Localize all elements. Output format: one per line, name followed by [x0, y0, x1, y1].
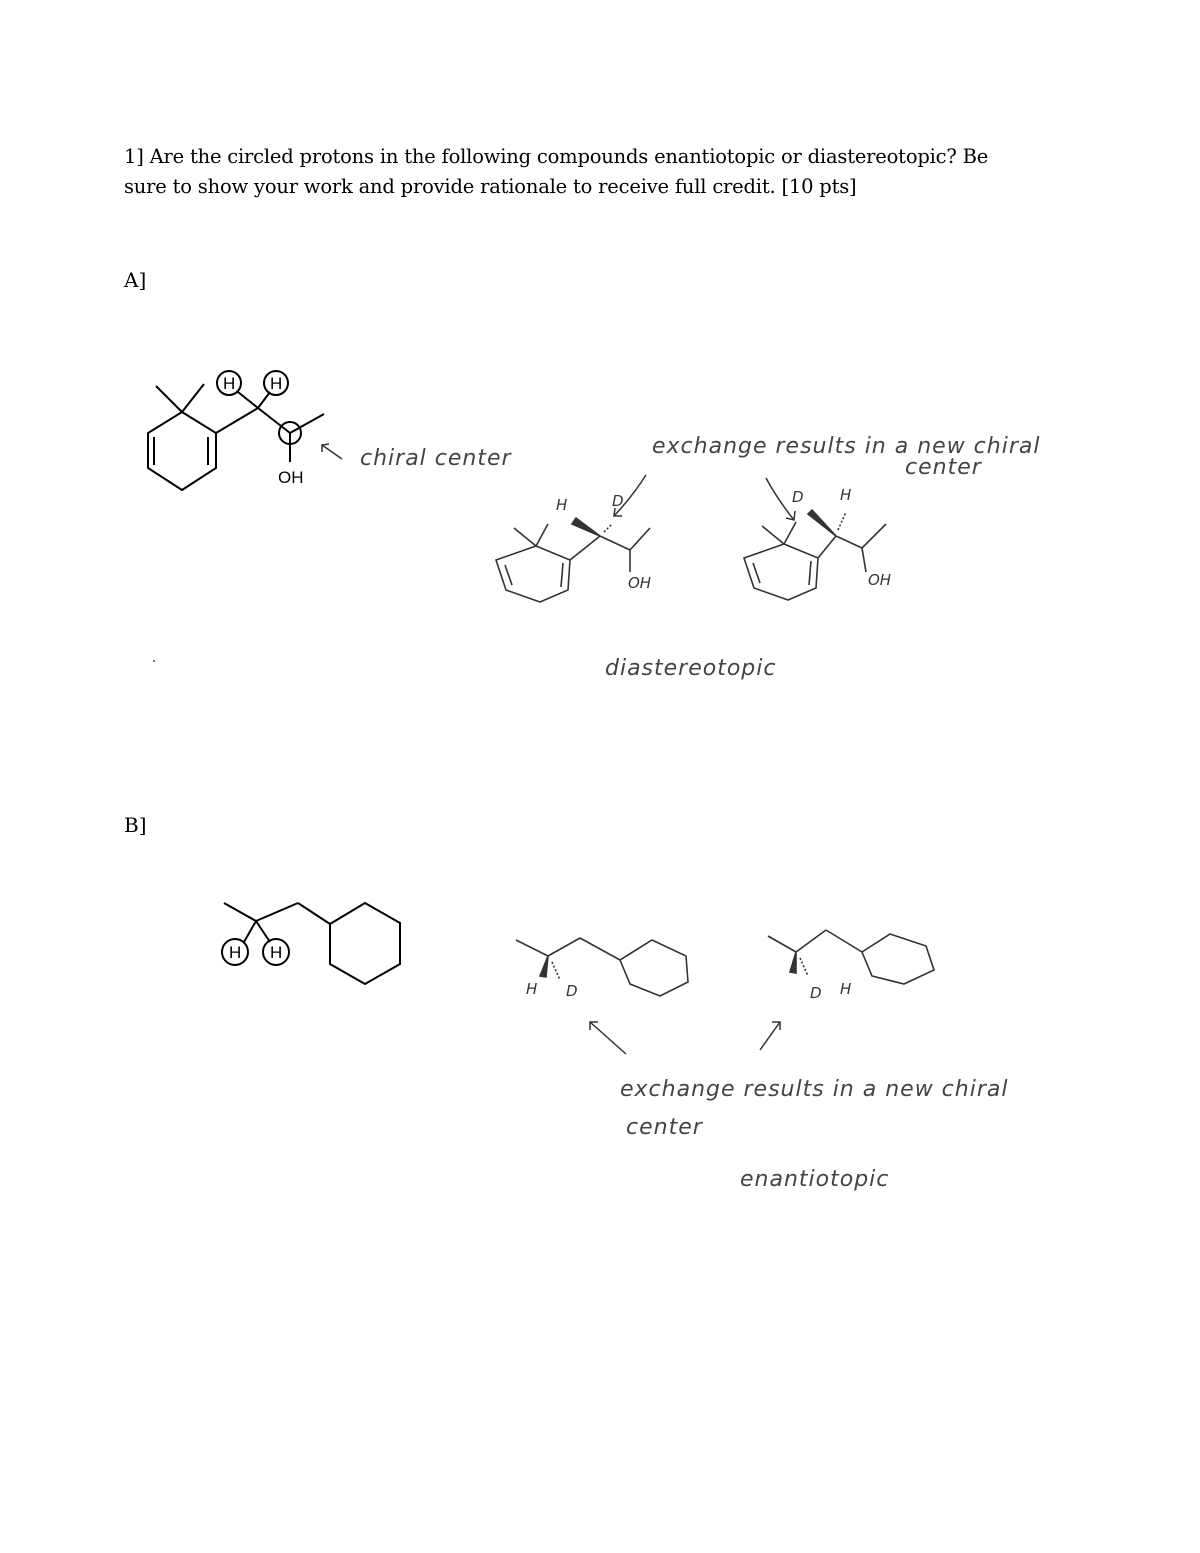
part-b-bond-2 [298, 903, 330, 924]
part-a-atom-oh: OH [278, 468, 304, 487]
part-a-answer: diastereotopic [605, 656, 777, 681]
part-a-note-chiral-center: chiral center [360, 446, 512, 471]
part-a-note-arrows [614, 475, 795, 520]
part-a-ring [148, 412, 216, 490]
part-b-note-exchange-line2: center [626, 1115, 703, 1140]
part-b-left-h: H [526, 980, 538, 998]
part-a-right-h: H [840, 486, 852, 504]
part-b-left-product [516, 938, 688, 996]
question-line-1: 1] Are the circled protons in the following compounds enantiotopic or diastereotopic? Be [124, 145, 989, 168]
part-b-bond-h1 [244, 921, 256, 942]
part-a-methyl-1 [156, 386, 182, 412]
part-a-right-oh: OH [868, 571, 892, 589]
part-a-left-oh: OH [628, 574, 652, 592]
part-a-note-exchange-line2: center [905, 455, 982, 480]
part-b-atom-h2: H [270, 943, 283, 962]
part-b-note-exchange-line1: exchange results in a new chiral [620, 1077, 1009, 1102]
part-b-bond-1 [256, 903, 298, 921]
part-a-atom-h2: H [270, 374, 283, 393]
part-a-right-d: D [792, 488, 804, 506]
part-b-right-h: H [840, 980, 852, 998]
part-b-note-arrows [590, 1022, 780, 1054]
part-a-left-product [496, 518, 650, 602]
part-b-left-d: D [566, 982, 578, 1000]
part-a-label: A] [124, 268, 147, 292]
part-b-methyl [224, 903, 256, 921]
part-b-right-product [768, 930, 934, 984]
part-a-bond-h2 [258, 392, 270, 408]
part-b-answer: enantiotopic [740, 1167, 890, 1192]
part-a-bond-1 [216, 408, 258, 433]
part-b-atom-h1: H [229, 943, 242, 962]
part-a-methyl-2 [182, 384, 204, 412]
part-a-right-product [744, 510, 886, 600]
question-line-2: sure to show your work and provide rationale to receive full credit. [10 pts] [124, 175, 857, 198]
part-b-structure [222, 903, 400, 984]
part-a-bond-2 [258, 408, 290, 433]
part-b-cyclohexane [330, 903, 400, 984]
part-a-left-h: H [556, 496, 568, 514]
part-b-right-d: D [810, 984, 822, 1002]
part-b-label: B] [124, 813, 147, 837]
part-a-note-exchange-line1: exchange results in a new chiral [652, 434, 1041, 459]
part-a-bond-h1 [238, 392, 258, 408]
part-a-left-d: D [612, 492, 624, 510]
chiral-center-arrow [322, 444, 342, 459]
part-a-atom-h1: H [223, 374, 236, 393]
part-b-bond-h2 [256, 921, 270, 942]
